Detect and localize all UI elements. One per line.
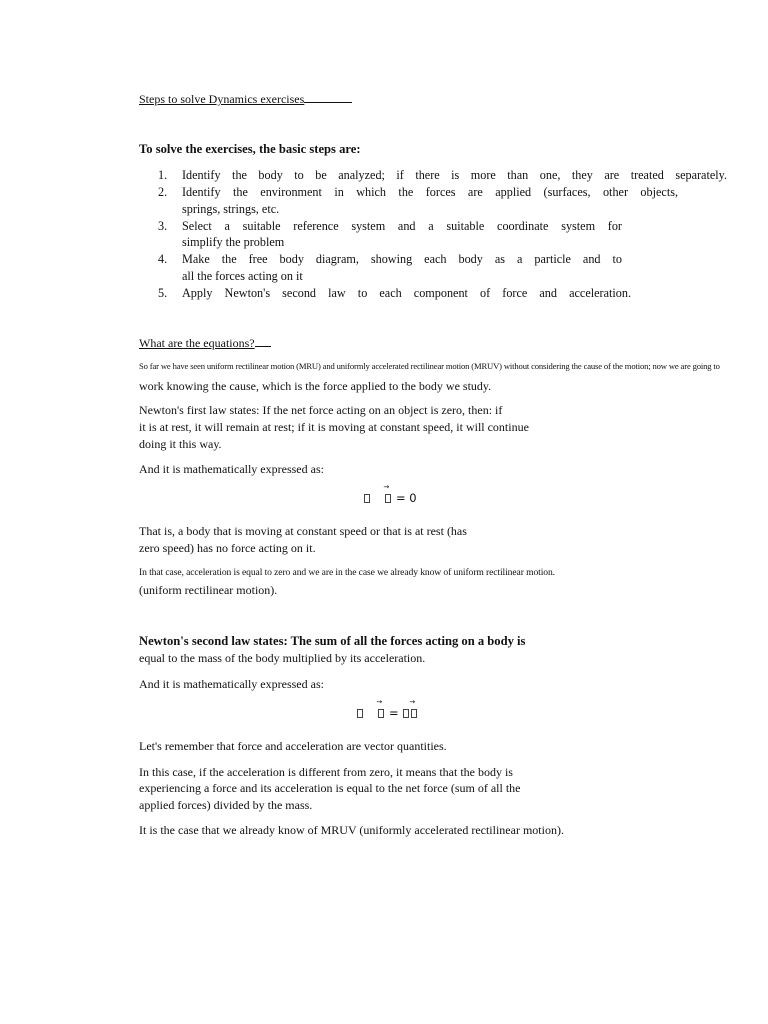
intro-small-line: So far we have seen uniform rectilinear motion (MRU) and uniformly accelerated rectilinear motion (MRUV) without considering the cause of the motion; now we are going to bbox=[139, 361, 720, 371]
step-text-line: Apply Newton's second law to each component of force and acceleration. bbox=[182, 285, 631, 300]
mass-symbol bbox=[403, 709, 409, 718]
paragraph-line: In this case, if the acceleration is different from zero, it means that the body is bbox=[139, 765, 513, 779]
step-text-line: all the forces acting on it bbox=[182, 268, 303, 283]
step-number: 5. bbox=[158, 285, 168, 300]
heading-underline-tail bbox=[255, 335, 271, 347]
step-number: 4. bbox=[158, 252, 168, 266]
formula-second-law bbox=[356, 698, 418, 720]
section-heading-equations bbox=[139, 335, 271, 351]
paragraph-line: equal to the mass of the body multiplied by its acceleration. bbox=[139, 651, 426, 665]
formula-equals: = bbox=[388, 706, 399, 720]
step-text-line: Select a suitable reference system and a suitable coordinate system for bbox=[182, 218, 622, 233]
paragraph-line: That is, a body that is moving at constant speed or that is at rest (has bbox=[139, 524, 467, 538]
section-heading-steps bbox=[139, 91, 352, 107]
steps-intro: To solve the exercises, the basic steps are: bbox=[139, 142, 361, 156]
acceleration-vector: → bbox=[410, 706, 418, 720]
heading-underline-tail bbox=[304, 91, 352, 103]
paragraph-line: Let's remember that force and acceleration are vector quantities. bbox=[139, 739, 447, 753]
paragraph-line: applied forces) divided by the mass. bbox=[139, 798, 313, 812]
math-expression-intro: And it is mathematically expressed as: bbox=[139, 677, 324, 691]
step-text-line: Make the free body diagram, showing each body as a particle and to bbox=[182, 252, 622, 266]
force-vector: → bbox=[384, 491, 392, 505]
small-note-line: In that case, acceleration is equal to zero and we are in the case we already know of uniform rectilinear motion. bbox=[139, 567, 555, 578]
step-text-line: Identify the body to be analyzed; if there is more than one, they are treated separately. bbox=[182, 168, 727, 182]
step-text-line: springs, strings, etc. bbox=[182, 201, 280, 216]
paragraph-line: (uniform rectilinear motion). bbox=[139, 583, 278, 597]
step-item bbox=[158, 285, 728, 302]
heading-text: What are the equations? bbox=[139, 336, 255, 350]
step-item bbox=[158, 218, 728, 251]
paragraph-line: zero speed) has no force acting on it. bbox=[139, 541, 316, 555]
steps-list bbox=[158, 167, 728, 302]
first-law-line: it is at rest, it will remain at rest; if it is moving at constant speed, it will continue bbox=[139, 420, 529, 434]
sum-symbol bbox=[364, 494, 370, 503]
paragraph-line: It is the case that we already know of MRUV (uniformly accelerated rectilinear motion). bbox=[139, 823, 564, 837]
step-item bbox=[158, 167, 728, 184]
step-item bbox=[158, 184, 728, 217]
step-text-line: simplify the problem bbox=[182, 235, 285, 249]
step-number: 3. bbox=[158, 218, 168, 233]
formula-rhs: = 0 bbox=[395, 491, 417, 505]
step-text-line: Identify the environment in which the forces are applied (surfaces, other objects, bbox=[182, 185, 678, 199]
first-law-line: doing it this way. bbox=[139, 437, 222, 451]
math-expression-intro: And it is mathematically expressed as: bbox=[139, 462, 324, 476]
formula-first-law bbox=[363, 483, 417, 505]
paragraph-line: work knowing the cause, which is the force applied to the body we study. bbox=[139, 379, 492, 393]
heading-text: Steps to solve Dynamics exercises bbox=[139, 92, 305, 106]
step-item bbox=[158, 251, 728, 284]
sum-symbol bbox=[357, 709, 363, 718]
step-number: 1. bbox=[158, 168, 168, 182]
step-number: 2. bbox=[158, 185, 168, 199]
force-vector: → bbox=[377, 706, 385, 720]
first-law-line: Newton's first law states: If the net force acting on an object is zero, then: if bbox=[139, 403, 503, 417]
second-law-line: Newton's second law states: The sum of all the forces acting on a body is bbox=[139, 634, 526, 648]
paragraph-line: experiencing a force and its acceleration is equal to the net force (sum of all the bbox=[139, 781, 521, 795]
